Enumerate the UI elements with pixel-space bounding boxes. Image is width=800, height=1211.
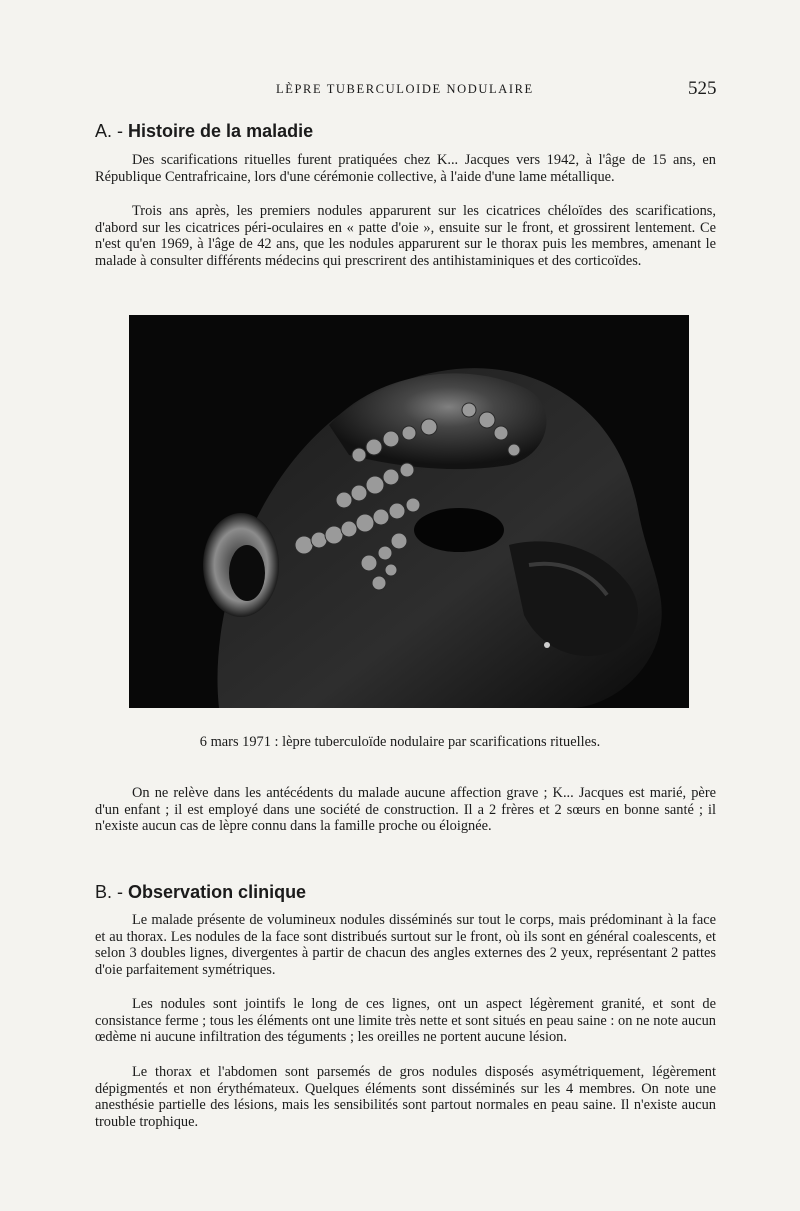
page-header [0,78,800,102]
figure-caption: 6 mars 1971 : lèpre tuberculoïde nodulaire par scarifications rituelles. [199,734,601,750]
section-a-letter: A. - [95,121,124,141]
observation-paragraph-3: Le thorax et l'abdomen sont parsemés de gros nodules disposés asymétriquement, légèrement dépigmentés et non érythémateux. Quelques éléments sont disséminés sur les 4 membres. On note une anesthésie partielle des lésions, mais les sensibilités sont partout normales en peau saine. Il n'existe aucun trouble trophique. [95,1064,716,1130]
history-paragraph-1: Des scarifications rituelles furent pratiquées chez K... Jacques vers 1942, à l'âge de 15 ans, en République Centrafricaine, lors d'une cérémonie collective, à l'aide d'une lame métallique. [95,152,716,185]
history-paragraph-2: Trois ans après, les premiers nodules apparurent sur les cicatrices chéloïdes des scarifications, d'abord sur les cicatrices péri-oculaires en « patte d'oie », ensuite sur le front, et grossirent lentement. Ce n'est qu'en 1969, à l'âge de 42 ans, que les nodules apparurent sur le thorax puis les membres, amenant le malade à consulter différents médecins qui prescrirent des antihistaminiques et des corticoïdes. [95,203,716,269]
antecedents-paragraph: On ne relève dans les antécédents du malade aucune affection grave ; K... Jacques est marié, père d'un enfant ; il est employé dans une société de construction. Il a 2 frères et 2 sœurs en bonne santé ; il n'existe aucun cas de lèpre connu dans la famille proche ou éloignée. [95,785,716,834]
section-b-title: Observation clinique [128,882,307,902]
section-a-title: Histoire de la maladie [128,121,314,141]
clinical-photograph [129,315,689,708]
page-number: 525 [688,78,717,99]
section-b-letter: B. - [95,882,124,902]
section-b-heading [95,882,306,903]
observation-paragraph-1: Le malade présente de volumineux nodules disséminés sur tout le corps, mais prédominant à la face et au thorax. Les nodules de la face sont distribués surtout sur le front, où ils sont en général coalescents, et selon 3 doubles lignes, divergentes à partir de chacun des angles externes des 2 yeux, représentant 2 pattes d'oie parfaitement symétriques. [95,912,716,978]
observation-paragraph-2: Les nodules sont jointifs le long de ces lignes, ont un aspect légèrement granité, et sont de consistance ferme ; tous les éléments ont une limite très nette et sont situés en peau saine : on ne note aucun œdème ni aucune infiltration des téguments ; les oreilles ne portent aucune lésion. [95,996,716,1045]
section-a-heading [95,121,313,142]
running-title: LÈPRE TUBERCULOIDE NODULAIRE [276,82,534,96]
